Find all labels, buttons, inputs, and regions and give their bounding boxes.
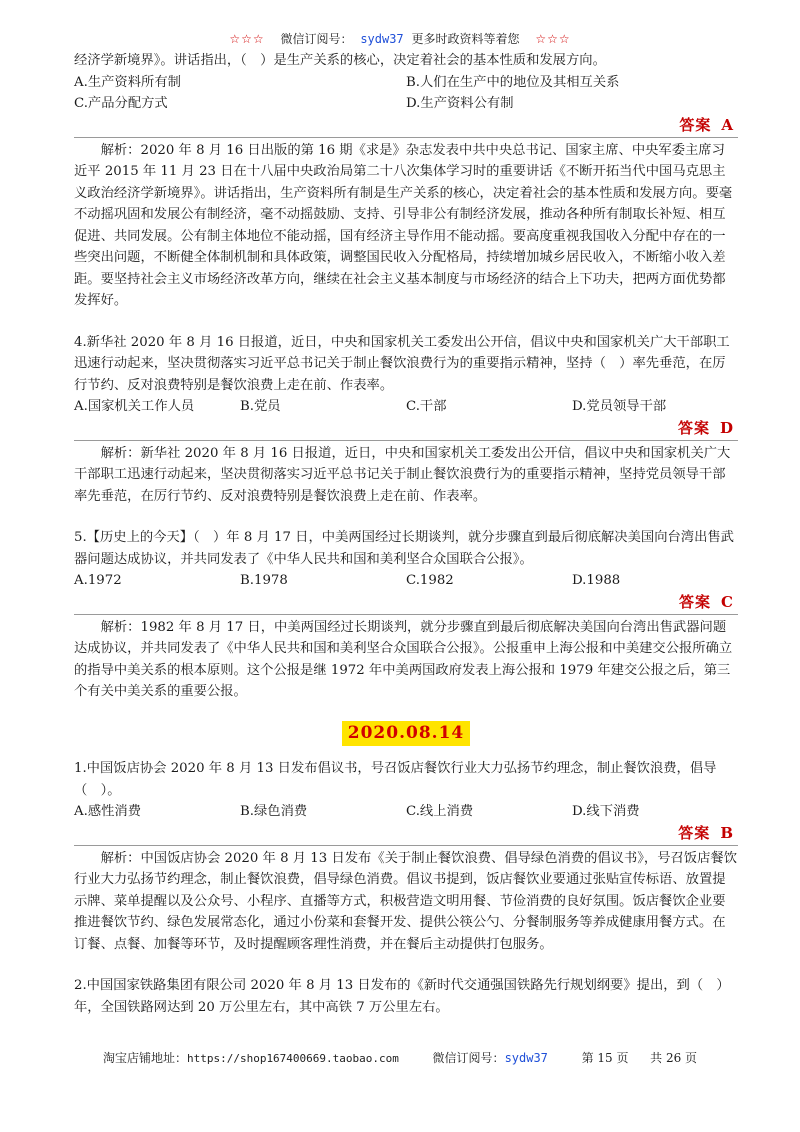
question-stem: 经济学新境界》。讲话指出，（ ）是生产关系的核心，决定着社会的基本性质和发展方向。 [74, 53, 606, 68]
answer-badge [679, 592, 734, 614]
question-stem: 1.中国饭店协会 2020 年 8 月 13 日发布倡议书，号召饭店餐饮行业大力弘扬节约理念，制止餐饮浪费，倡导（ ）。 [74, 761, 717, 798]
header-stars-left: ☆☆☆ [229, 32, 265, 46]
analysis-text: 解析：新华社 2020 年 8 月 16 日报道，近日，中央和国家机关工委发出公开信，倡议中央和国家机关广大干部职工迅速行动起来，坚决贯彻落实习近平总书记关于制止餐饮浪费行为的重要指示精神，坚持党员领导干部率先垂范，在厉行节约、反对浪费特别是餐饮浪费上走在前、作表率。 [74, 445, 731, 504]
answer-letter: C [721, 592, 734, 611]
answer-letter: B [720, 823, 734, 842]
option-d: D.1988 [572, 573, 621, 588]
question-stem: 5.【历史上的今天】（ ）年 8 月 17 日，中美两国经过长期谈判，就分步骤直到最后彻底解决美国向台湾出售武器问题达成协议，并共同发表了《中华人民共和国和美利坚合众国联合公报》。 [74, 530, 734, 567]
option-b: B.党员 [240, 399, 281, 414]
page-header [0, 30, 800, 47]
option-b: B.绿色消费 [240, 804, 308, 819]
section2-question-2 [74, 975, 738, 1018]
question-4 [74, 332, 738, 508]
option-d: D.党员领导干部 [572, 399, 667, 414]
page-content [74, 50, 738, 1018]
section2-question-1 [74, 758, 738, 955]
question-stem: 2.中国国家铁路集团有限公司 2020 年 8 月 13 日发布的《新时代交通强国铁路先行规划纲要》提出，到（ ）年，全国铁路网达到 20 万公里左右，其中高铁 7 万公里左右。 [74, 978, 730, 1015]
header-tagline: 更多时政资料等着您 [411, 32, 520, 46]
answer-row [74, 592, 738, 615]
header-label: 微信订阅号： [280, 32, 353, 46]
footer-page-current: 第 15 页 [581, 1051, 629, 1065]
answer-row [74, 418, 738, 441]
footer-wechat-label: 微信订阅号： [432, 1051, 505, 1065]
options-list [74, 396, 738, 418]
footer-shop-url[interactable]: https://shop167400669.taobao.com [186, 1052, 399, 1065]
analysis-text: 解析：中国饭店协会 2020 年 8 月 13 日发布《关于制止餐饮浪费、倡导绿色消费的倡议书》，号召饭店餐饮行业大力弘扬节约理念，制止餐饮浪费，倡导绿色消费。倡议书提到，饭店餐饮业要通过张贴宣传标语、放置提示牌、菜单提醒以及公众号、小程序、直播等方式，积极营造文明用餐、节俭消费的良好氛围。饭店餐饮企业要推进餐饮节约、绿色发展常态化，通过小份菜和套餐开发、提供公筷公勺、分餐制服务等养成健康用餐方式。在订餐、点餐、加餐等环节，及时提醒顾客理性消费，并在餐后主动提供打包服务。 [74, 850, 737, 952]
option-c: C.线上消费 [406, 804, 474, 819]
footer-shop-label: 淘宝店铺地址： [102, 1051, 187, 1065]
answer-badge [678, 823, 734, 845]
answer-letter: A [721, 115, 734, 134]
answer-letter: D [719, 418, 734, 437]
option-a: A.1972 [74, 573, 122, 588]
option-a: A.国家机关工作人员 [74, 399, 195, 414]
option-b: B.1978 [240, 573, 288, 588]
question-5 [74, 527, 738, 703]
option-a: A.感性消费 [74, 804, 142, 819]
option-a: A.生产资料所有制 [74, 74, 181, 90]
options-list [74, 72, 738, 115]
options-list [74, 570, 738, 592]
analysis-text: 解析：2020 年 8 月 16 日出版的第 16 期《求是》杂志发表中共中央总书记、国家主席、中央军委主席习近平 2015 年 11 月 23 日在十八届中央政治局第二十八次集体学习时的重要讲话《不断开拓当代中国马克思主义政治经济学新境界》。讲话指出，生产资料所有制是生产关系的核心，决定着社会的基本性质和发展方向。要毫不动摇巩固和发展公有制经济，毫不动摇鼓励、支持、引导非公有制经济发展，推动各种所有制取长补短、相互促进、共同发展。公有制主体地位不能动摇，国有经济主导作用不能动摇。要高度重视我国收入分配中存在的一些突出问题，不断健全体制机制和具体政策，调整国民收入分配格局，持续增加城乡居民收入，不断缩小收入差距。要坚持社会主义市场经济改革方向，继续在社会主义基本制度与市场经济的结合上下功夫，把两方面优势都发挥好。 [74, 142, 733, 308]
footer-wechat-account: sydw37 [504, 1051, 548, 1065]
option-c: C.干部 [406, 399, 447, 414]
option-c: C.产品分配方式 [74, 96, 168, 111]
question-3 [74, 50, 738, 312]
option-d: D.线下消费 [572, 804, 640, 819]
answer-label: 答案 [679, 115, 712, 134]
header-account: sydw37 [360, 32, 404, 46]
header-stars-right: ☆☆☆ [535, 32, 571, 46]
answer-badge [678, 418, 734, 440]
answer-row [74, 115, 738, 138]
question-stem: 4.新华社 2020 年 8 月 16 日报道，近日，中央和国家机关工委发出公开信，倡议中央和国家机关广大干部职工迅速行动起来，坚决贯彻落实习近平总书记关于制止餐饮浪费行为的重要指示精神，坚持（ ）率先垂范，在厉行节约、反对浪费特别是餐饮浪费上走在前、作表率。 [74, 334, 730, 393]
answer-label: 答案 [679, 592, 712, 611]
section-date-heading [74, 721, 738, 747]
answer-badge [679, 115, 734, 137]
option-b: B.人们在生产中的地位及其相互关系 [406, 74, 620, 90]
page-footer [0, 1049, 800, 1066]
section-date: 2020.08.14 [342, 721, 470, 747]
analysis-text: 解析：1982 年 8 月 17 日，中美两国经过长期谈判，就分步骤直到最后彻底解决美国向台湾出售武器问题达成协议，并共同发表了《中华人民共和国和美利坚合众国联合公报》。公报重申上海公报和中美建交公报所确立的指导中美关系的根本原则。这个公报是继 1972 年中美两国政府发表上海公报和 1979 年建交公报之后，第三个有关中美关系的重要公报。 [74, 619, 733, 699]
answer-label: 答案 [678, 823, 711, 842]
options-list [74, 801, 738, 823]
answer-label: 答案 [677, 418, 710, 437]
option-c: C.1982 [406, 573, 454, 588]
footer-page-total: 共 26 页 [650, 1051, 698, 1065]
option-d: D.生产资料公有制 [406, 96, 514, 111]
answer-row [74, 823, 738, 846]
